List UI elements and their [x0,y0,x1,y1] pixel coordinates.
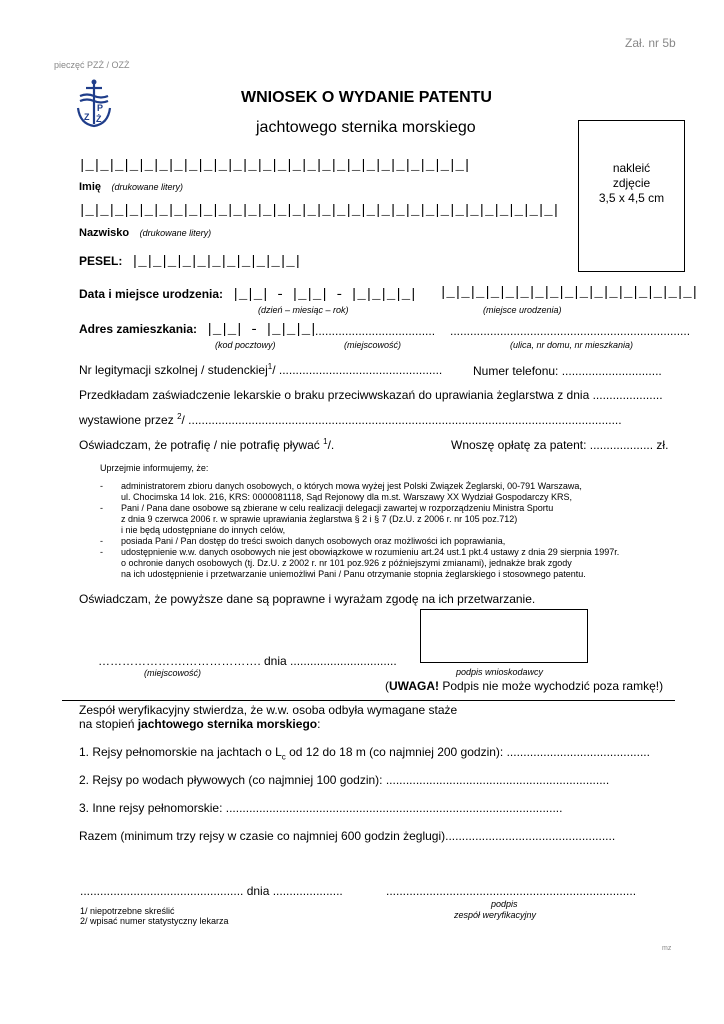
photo-line-3: 3,5 x 4,5 cm [598,191,665,205]
rodo-line: i nie będą udostępniane do innych celów, [121,525,286,535]
pzz-logo-icon [74,78,114,130]
photo-box [578,120,685,272]
issued-by-field[interactable]: / .................................................................................................................................. [181,413,622,427]
pesel-label: PESEL: [79,254,123,268]
street-field[interactable]: ........................................................................ [450,324,691,338]
birth-place-field[interactable]: |_|_|_|_|_|_|_|_|_|_|_|_|_|_|_|_|_| [439,285,699,301]
first-name-label: Imię [79,181,102,193]
signature-warning: (UWAGA! Podpis nie może wychodzić poza ramkę!) [385,679,664,693]
applicant-place-date-field[interactable]: ………………….………………. dnia ................................ [98,654,397,668]
applicant-signature-hint: podpis wnioskodawcy [456,667,544,677]
address-label: Adres zamieszkania: [79,322,198,336]
phone-field[interactable]: Numer telefonu: .............................. [473,364,662,378]
city-field[interactable]: .................................... [315,324,436,338]
committee-date-field[interactable]: ................................................. dnia ..................... [80,884,343,898]
rodo-line: ul. Chocimska 14 lok. 216, KRS: 0000081118, Sąd Rejonowy dla m.st. Warszawy XX Wydział Gospodarczy KRS, [121,492,572,502]
rodo-bullet: - [100,536,103,546]
pesel-field[interactable]: |_|_|_|_|_|_|_|_|_|_|_| [130,254,302,270]
applicant-place-hint: (miejscowość) [144,668,202,678]
committee-signature-field[interactable]: ........................................................................... [386,884,637,898]
rodo-intro: Uprzejmie informujemy, że: [100,463,209,473]
svg-text:Z: Z [84,112,90,122]
cruise-item-3[interactable]: 3. Inne rejsy pełnomorskie: ..................................................................................................... [79,801,563,815]
photo-line-1: nakleić [612,161,651,175]
postal-hint: (kod pocztowy) [215,340,276,350]
rodo-line: Pani / Pana dane osobowe są zbierane w celu realizacji delegacji zawartej w rozporządzeniu Ministra Sportu [121,503,554,513]
rodo-bullet: - [100,503,103,513]
fee-field[interactable]: Wnoszę opłatę za patent: ................... zł. [451,438,669,452]
issued-by-footnote: 2 [177,412,182,421]
section-divider [62,700,675,701]
footnote-2: 2/ wpisać numer statystyczny lekarza [80,916,229,926]
footnote-1: 1/ niepotrzebne skreślić [80,906,175,916]
birth-date-hint: (dzień – miesiąc – rok) [258,305,349,315]
swim-declaration: Oświadczam, że potrafię / nie potrafię pływać [79,438,320,452]
rodo-bullet: - [100,547,103,557]
annex-number: Zał. nr 5b [625,36,676,50]
school-id-label: Nr legitymacji szkolnej / studenckiej [79,363,268,377]
rodo-line: udostępnienie w.w. danych osobowych nie jest obowiązkowe w rozumieniu art.24 ust.1 pkt.4 ustawy z dnia 29 sierpnia 1997r. [121,547,620,557]
last-name-label: Nazwisko [79,227,130,239]
photo-line-2: zdjęcie [612,176,651,190]
rodo-line: o ochronie danych osobowych (tj. Dz.U. z 2002 r. nr 101 poz.926 z późniejszymi zmianami), jednakże brak zgody [121,558,572,568]
committee-rank: na stopień jachtowego sternika morskiego: [79,717,321,731]
svg-text:Ż: Ż [96,114,102,124]
rodo-line: posiada Pani / Pan dostęp do treści swoich danych osobowych oraz możliwości ich poprawiania, [121,536,506,546]
rodo-line: z dnia 9 czerwca 2006 r. w sprawie uprawiania żeglarstwa § 2 i § 7 (Dz.U. z 2006 r. nr 105 poz.712) [121,514,518,524]
postal-code-field[interactable]: |_|_| - |_|_|_| [205,322,317,338]
issued-by-label: wystawione przez [79,413,174,427]
committee-name-hint: zespół weryfikacyjny [454,910,537,920]
medical-certificate-line[interactable]: Przedkładam zaświadczenie lekarskie o braku przeciwwskazań do uprawiania żeglarstwa z dnia ..................... [79,388,663,402]
swim-footnote: 1 [323,437,328,446]
city-hint: (miejscowość) [344,340,402,350]
first-name-field[interactable]: |_|_|_|_|_|_|_|_|_|_|_|_|_|_|_|_|_|_|_|_|_|_|_|_|_|_| [78,158,471,174]
svg-text:P: P [97,103,104,113]
stamp-label: pieczęć PZŻ / OZŻ [54,60,130,70]
birth-place-hint: (miejsce urodzenia) [483,305,562,315]
applicant-signature-box[interactable] [420,609,588,663]
rodo-line: administratorem zbioru danych osobowych, o których mowa wyżej jest Polski Związek Żeglarski, 00-791 Warszawa, [121,481,582,491]
school-id-field[interactable]: / ................................................. [272,363,443,377]
consent-declaration: Oświadczam, że powyższe dane są poprawne i wyrażam zgodę na ich przetwarzanie. [79,592,536,606]
cruise-total[interactable]: Razem (minimum trzy rejsy w czasie co najmniej 600 godzin żeglugi)................................................... [79,829,616,843]
rodo-bullet: - [100,481,103,491]
street-hint: (ulica, nr domu, nr mieszkania) [510,340,634,350]
first-name-hint: (drukowane litery) [111,182,183,192]
birth-date-field[interactable]: |_|_| - |_|_| - |_|_|_|_| [231,287,417,303]
cruise-item-2[interactable]: 2. Rejsy po wodach pływowych (co najmniej 100 godzin): ................................................................... [79,773,610,787]
rodo-line: na ich udostępnienie i przetwarzanie uniemożliwi Pani / Panu otrzymanie stopnia żeglarskiego i stosownego patentu. [121,569,586,579]
school-id-footnote: 1 [267,362,273,371]
committee-signature-hint: podpis [491,899,518,909]
page-subtitle: jachtowego sternika morskiego [256,119,476,136]
swim-end: /. [327,438,335,452]
last-name-hint: (drukowane litery) [139,228,212,238]
cruise-item-1[interactable]: 1. Rejsy pełnomorskie na jachtach o $L_c$ od 12 do 18 m (co najmniej 200 godzin): ........................................... [79,745,650,762]
birth-label: Data i miejsce urodzenia: [79,287,224,301]
last-name-field[interactable]: |_|_|_|_|_|_|_|_|_|_|_|_|_|_|_|_|_|_|_|_|_|_|_|_|_|_|_|_|_|_|_|_| [78,203,560,219]
footer-mark: mz [662,945,672,952]
page-title: WNIOSEK O WYDANIE PATENTU [241,89,492,106]
committee-statement: Zespół weryfikacyjny stwierdza, że w.w. osoba odbyła wymagane staże [79,703,458,717]
